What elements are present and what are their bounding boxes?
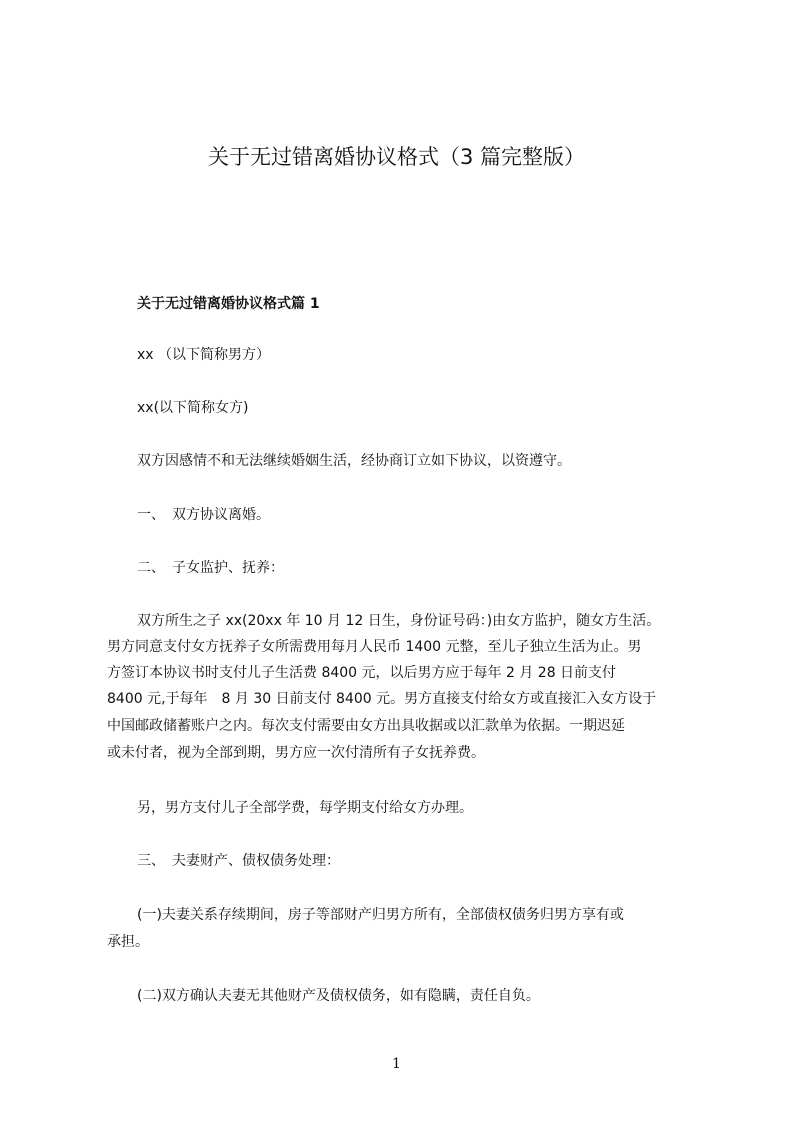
custody-line: 双方所生之子 xx(20xx 年 10 月 12 日生，身份证号码：)由女方监护，随女方生活。	[137, 613, 661, 629]
preamble-paragraph: 双方因感情不和无法继续婚姻生活，经协商订立如下协议，以资遵守。	[137, 453, 571, 469]
custody-line: 男方同意支付女方抚养子女所需费用每月人民币 1400 元整，至儿子独立生活为止。男	[107, 639, 642, 655]
custody-line: 方签订本协议书时支付儿子生活费 8400 元，以后男方应于每年 2 月 28 日前支付	[107, 665, 617, 681]
property-item-2: (二)双方确认夫妻无其他财产及债权债务，如有隐瞒，责任自负。	[137, 988, 540, 1004]
custody-line: 或未付者，视为全部到期，男方应一次付清所有子女抚养费。	[107, 745, 485, 761]
clause-custody-heading: 二、 子女监护、抚养：	[137, 560, 284, 576]
property-item-1-line: (一)夫妻关系存续期间，房子等部财产归男方所有，全部债权债务归男方享有或	[137, 907, 624, 923]
clause-divorce: 一、 双方协议离婚。	[137, 507, 270, 523]
custody-line: 中国邮政储蓄账户之内。每次支付需要由女方出具收据或以汇款单为依据。一期迟延	[107, 718, 625, 734]
party-female: xx(以下简称女方)	[137, 400, 249, 416]
document-title: 关于无过错离婚协议格式（3 篇完整版）	[207, 145, 586, 169]
tuition-paragraph: 另，男方支付儿子全部学费，每学期支付给女方办理。	[137, 800, 473, 816]
property-item-1-line: 承担。	[107, 934, 149, 950]
section-heading: 关于无过错离婚协议格式篇 1	[137, 296, 320, 312]
page-number: 1	[392, 1056, 401, 1072]
clause-property-heading: 三、 夫妻财产、债权债务处理：	[137, 853, 340, 869]
party-male: xx （以下简称男方）	[137, 347, 271, 363]
custody-line: 8400 元,于每年 8 月 30 日前支付 8400 元。男方直接支付给女方或直接汇入女方设于	[107, 691, 657, 707]
